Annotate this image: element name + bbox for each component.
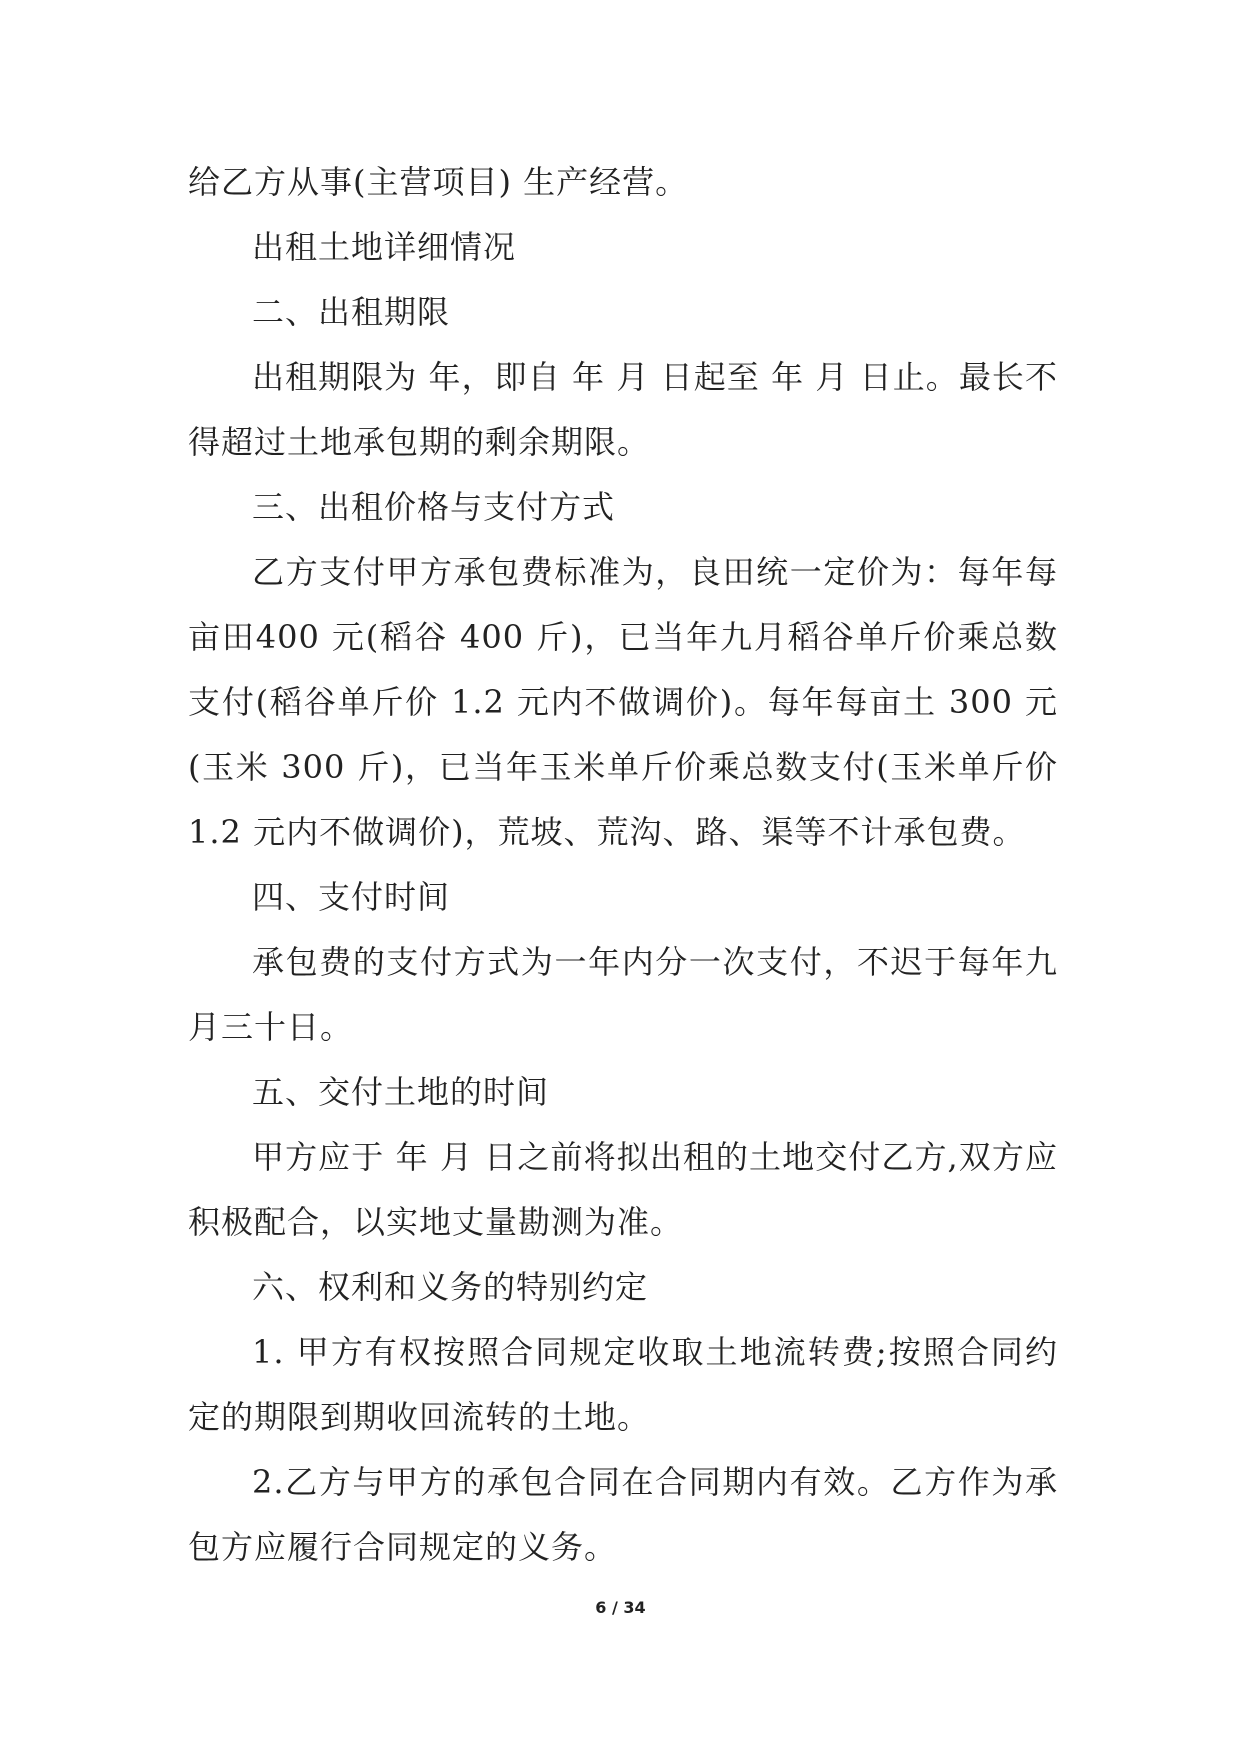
heading-rights-obligations: 六、权利和义务的特别约定	[252, 1268, 649, 1306]
heading-land-details: 出租土地详细情况	[252, 228, 517, 266]
paragraph-lease-term: 出租期限为 年，即自 年 月 日起至 年 月 日止。最长不得超过土地承包期的剩余期限。	[188, 358, 1058, 461]
paragraph-land-delivery: 甲方应于 年 月 日之前将拟出租的土地交付乙方,双方应积极配合，以实地丈量勘测为准。	[188, 1138, 1058, 1241]
heading-price-payment: 三、出租价格与支付方式	[252, 488, 616, 526]
paragraph-payment-time: 承包费的支付方式为一年内分一次支付，不迟于每年九月三十日。	[188, 943, 1058, 1046]
paragraph-party-a-rights: 1. 甲方有权按照合同规定收取土地流转费;按照合同约定的期限到期收回流转的土地。	[188, 1333, 1058, 1436]
paragraph-price-payment: 乙方支付甲方承包费标准为，良田统一定价为：每年每亩田400 元(稻谷 400 斤)，已当年九月稻谷单斤价乘总数支付(稻谷单斤价 1.2 元内不做调价)。每年每亩土 300 元(玉米 300 斤)，已当年玉米单斤价乘总数支付(玉米单斤价 1.2 元内不做调价)，荒坡、荒沟、路、渠等不计承包费。	[188, 553, 1058, 851]
heading-land-delivery: 五、交付土地的时间	[252, 1073, 550, 1111]
paragraph-party-b-obligations: 2.乙方与甲方的承包合同在合同期内有效。乙方作为承包方应履行合同规定的义务。	[188, 1463, 1058, 1566]
document-body	[188, 150, 1058, 1580]
page-number: 6 / 34	[595, 1598, 646, 1617]
paragraph-business-scope: 给乙方从事(主营项目) 生产经营。	[188, 163, 689, 201]
heading-payment-time: 四、支付时间	[252, 878, 451, 916]
heading-lease-term: 二、出租期限	[252, 293, 451, 331]
